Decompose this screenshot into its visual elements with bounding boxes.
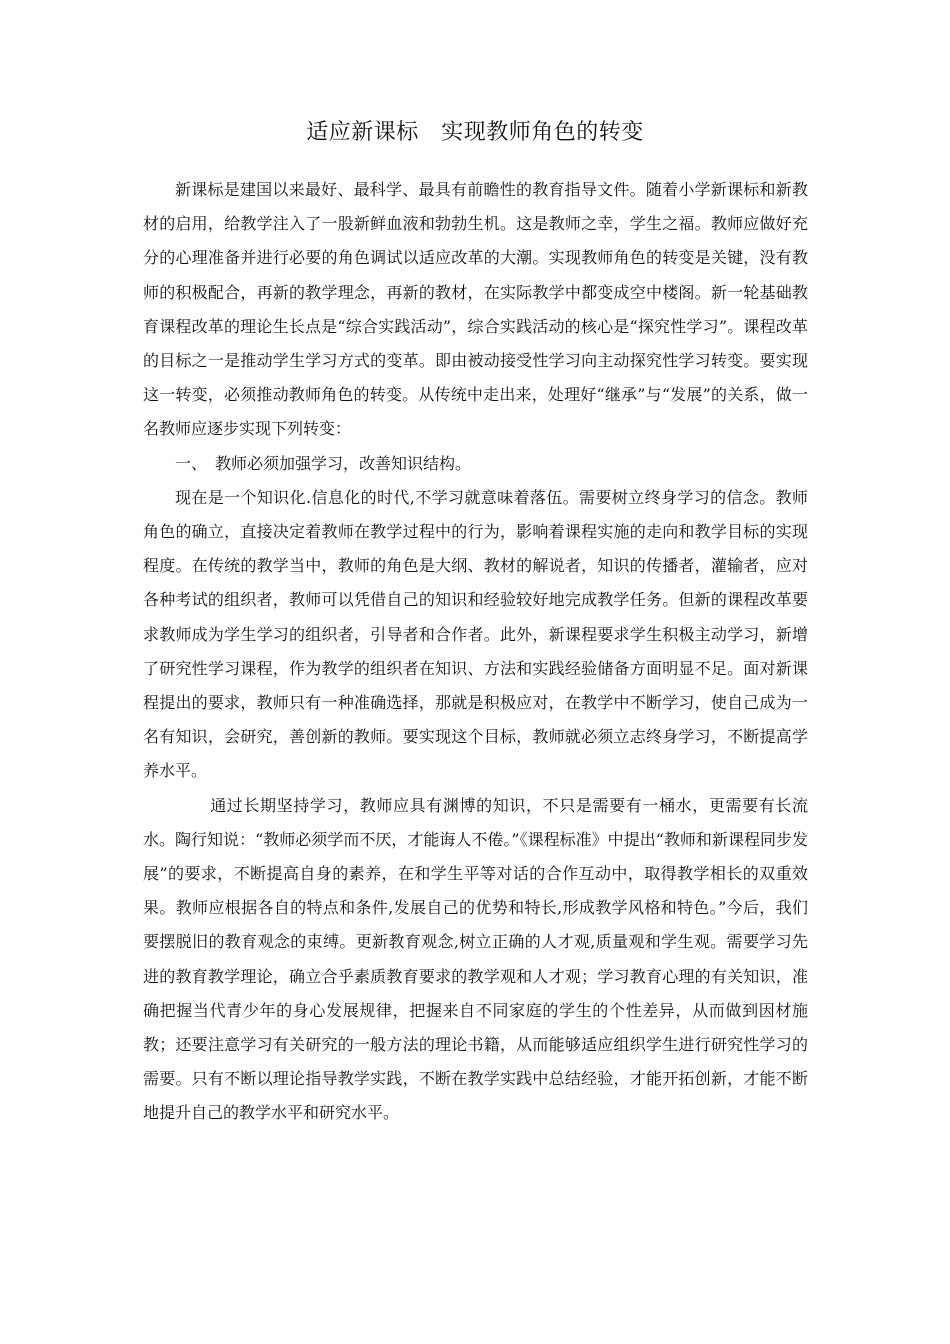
document-body (143, 173, 808, 1131)
section-heading: 一、 教师必须加强学习，改善知识结构。 (175, 453, 472, 473)
body-paragraph: 通过长期坚持学习，教师应具有渊博的知识，不只是需要有一桶水，更需要有长流水。陶行知说：“教师必须学而不厌，才能诲人不倦。”《课程标准》中提出“教师和新课程同步发展”的要求，不断提高自身的素养，在和学生平等对话的合作互动中，取得教学相长的双重效果。教师应根据各自的特点和条件,发展自己的优势和特长,形成教学风格和特色。”今后，我们要摆脱旧的教育观念的束缚。更新教育观念,树立正确的人才观,质量观和学生观。需要学习先进的教育教学理论，确立合乎素质教育要求的教学观和人才观；学习教育心理的有关知识，准确把握当代青少年的身心发展规律，把握来自不同家庭的学生的个性差异，从而做到因材施教；还要注意学习有关研究的一般方法的理论书籍，从而能够适应组织学生进行研究性学习的需要。只有不断以理论指导教学实践，不断在教学实践中总结经验，才能开拓创新，才能不断地提升自己的教学水平和研究水平。 (143, 795, 808, 1123)
intro-paragraph: 新课标是建国以来最好、最科学、最具有前瞻性的教育指导文件。随着小学新课标和新教材的启用，给教学注入了一股新鲜血液和勃勃生机。这是教师之幸，学生之福。教师应做好充分的心理准备并进行必要的角色调试以适应改革的大潮。实现教师角色的转变是关键，没有教师的积极配合，再新的教学理念，再新的教材，在实际教学中都变成空中楼阁。新一轮基础教育课程改革的理论生长点是“综合实践活动”，综合实践活动的核心是“探究性学习”。课程改革的目标之一是推动学生学习方式的变革。即由被动接受性学习向主动探究性学习转变。要实现这一转变，必须推动教师角色的转变。从传统中走出来，处理好“继承”与“发展”的关系，做一名教师应逐步实现下列转变： (143, 180, 808, 439)
body-paragraph: 现在是一个知识化.信息化的时代,不学习就意味着落伍。需要树立终身学习的信念。教师角色的确立，直接决定着教师在教学过程中的行为，影响着课程实施的走向和教学目标的实现程度。在传统的教学当中，教师的角色是大纲、教材的解说者，知识的传播者，灌输者，应对各种考试的组织者，教师可以凭借自己的知识和经验较好地完成教学任务。但新的课程改革要求教师成为学生学习的组织者，引导者和合作者。此外，新课程要求学生积极主动学习，新增了研究性学习课程，作为教学的组织者在知识、方法和实践经验储备方面明显不足。面对新课程提出的要求，教师只有一种准确选择，那就是积极应对，在教学中不断学习，使自己成为一名有知识，会研究，善创新的教师。要实现这个目标，教师就必须立志终身学习，不断提高学养水平。 (143, 487, 808, 781)
document-title: 适应新课标 实现教师角色的转变 (306, 120, 644, 145)
